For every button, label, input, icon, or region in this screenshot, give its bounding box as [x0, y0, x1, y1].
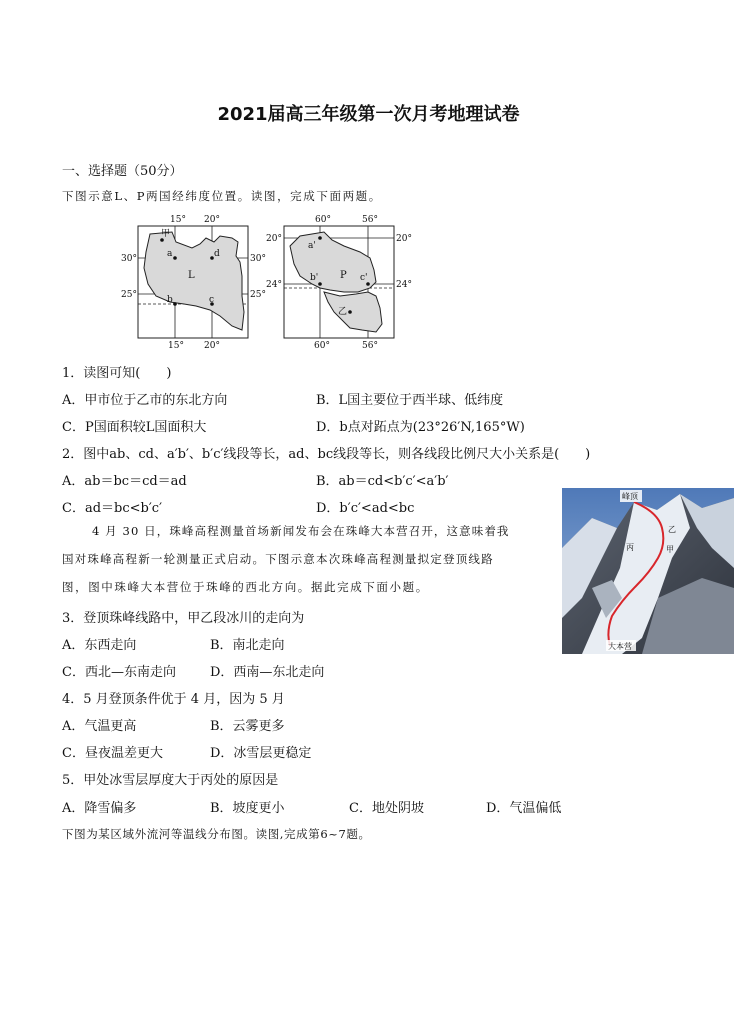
- lat-label-right-25: 25°: [250, 290, 266, 300]
- q5-option-d: D．气温偏低: [486, 801, 562, 816]
- label-l: L: [188, 270, 195, 281]
- lon-label-bottom-20: 20°: [204, 341, 220, 351]
- q2-stem: 2．图中ab、cd、a′b′、b′c′线段等长，ad、bc线段等长，则各线段比例尺大小关系是( ): [62, 447, 591, 462]
- label-c: c: [209, 295, 215, 305]
- lon-label-top-60: 60°: [315, 215, 331, 225]
- everest-route-illustration: [562, 488, 734, 654]
- lon-label-bottom-56: 56°: [362, 341, 378, 351]
- q5-option-c: C．地处阴坡: [349, 801, 424, 816]
- q5-option-a: A．降雪偏多: [62, 801, 137, 816]
- point-a-prime-dot: [318, 236, 322, 240]
- point-b-dot: [173, 302, 177, 306]
- q1-option-a: A．甲市位于乙市的东北方向: [62, 393, 228, 408]
- photo-label-jia: 甲: [666, 545, 674, 554]
- q4-option-c: C．昼夜温差更大: [62, 746, 163, 761]
- q1-option-c: C．P国面积较L国面积大: [62, 420, 207, 435]
- lat-label-left-25: 25°: [121, 290, 137, 300]
- lat-label-right-20: 20°: [396, 234, 412, 244]
- q1-stem: 1．读图可知( ): [62, 366, 172, 381]
- q3-stem: 3．登顶珠峰线路中，甲乙段冰川的走向为: [62, 611, 305, 626]
- q4-option-d: D．冰雪层更稳定: [210, 746, 312, 761]
- photo-label-summit: 峰顶: [622, 492, 638, 501]
- label-a: a: [167, 249, 173, 259]
- q4-stem: 4．5 月登顶条件优于 4 月，因为 5 月: [62, 692, 285, 707]
- q4-option-b: B．云雾更多: [210, 719, 285, 734]
- q1-option-d: D．b点对跖点为(23°26′N,165°W): [316, 420, 525, 435]
- q3-option-c: C．西北—东南走向: [62, 665, 176, 680]
- passage-line-1: 4 月 30 日，珠峰高程测量首场新闻发布会在珠峰大本营召开，这意味着我: [92, 524, 510, 538]
- lat-label-right-24: 24°: [396, 280, 412, 290]
- q1-option-b: B．L国主要位于西半球、低纬度: [316, 393, 504, 408]
- q2-option-c: C．ad＝bc<b′c′: [62, 501, 163, 516]
- country-l-shape: [144, 232, 244, 330]
- intro-text-1: 下图示意L、P两国经纬度位置。读图，完成下面两题。: [62, 189, 382, 203]
- lat-label-left-24: 24°: [266, 280, 282, 290]
- photo-label-yi: 乙: [668, 525, 676, 534]
- q3-option-a: A．东西走向: [62, 638, 137, 653]
- lat-label-right-30: 30°: [250, 254, 266, 264]
- lat-label-left-30: 30°: [121, 254, 137, 264]
- label-b-prime: b': [310, 273, 319, 283]
- lat-label-left-20: 20°: [266, 234, 282, 244]
- label-a-prime: a': [308, 241, 316, 251]
- label-b: b: [167, 295, 173, 305]
- point-a-dot: [173, 256, 177, 260]
- country-p-south-shape: [324, 292, 382, 332]
- q3-option-d: D．西南—东北走向: [210, 665, 325, 680]
- q4-option-a: A．气温更高: [62, 719, 137, 734]
- q2-option-a: A．ab＝bc＝cd＝ad: [62, 474, 187, 489]
- lon-label-bottom-15: 15°: [168, 341, 184, 351]
- photo-label-bing: 丙: [626, 543, 634, 552]
- q3-option-b: B．南北走向: [210, 638, 285, 653]
- q5-option-b: B．坡度更小: [210, 801, 285, 816]
- lon-label-top-15: 15°: [170, 215, 186, 225]
- label-p: P: [340, 270, 347, 281]
- intro-text-3: 下图为某区域外流河等温线分布图。读图,完成第6~7题。: [62, 827, 371, 841]
- label-c-prime: c': [360, 273, 368, 283]
- page-title: 2021届高三年级第一次月考地理试卷: [217, 104, 520, 125]
- everest-route-photo: [562, 488, 734, 654]
- lon-label-top-20: 20°: [204, 215, 220, 225]
- passage-line-2: 国对珠峰高程新一轮测量正式启动。下图示意本次珠峰高程测量拟定登顶线路: [62, 552, 494, 566]
- label-d: d: [214, 249, 220, 259]
- q2-option-b: B．ab＝cd<b′c′<a′b′: [316, 474, 449, 489]
- map-p-country: [264, 212, 414, 352]
- map-l-country: [120, 212, 270, 352]
- q5-stem: 5．甲处冰雪层厚度大于丙处的原因是: [62, 773, 279, 788]
- lon-label-top-56: 56°: [362, 215, 378, 225]
- passage-line-3: 图，图中珠峰大本营位于珠峰的西北方向。据此完成下面小题。: [62, 580, 429, 594]
- point-b-prime-dot: [318, 282, 322, 286]
- country-p-north-shape: [290, 232, 376, 292]
- label-yi: 乙: [338, 307, 348, 317]
- city-yi-dot: [348, 310, 352, 314]
- section-heading: 一、选择题（50分）: [62, 164, 183, 179]
- q2-option-d: D．b′c′<ad<bc: [316, 501, 415, 516]
- label-jia: 甲: [161, 229, 171, 239]
- lon-label-bottom-60: 60°: [314, 341, 330, 351]
- photo-label-base-camp: 大本营: [608, 642, 632, 651]
